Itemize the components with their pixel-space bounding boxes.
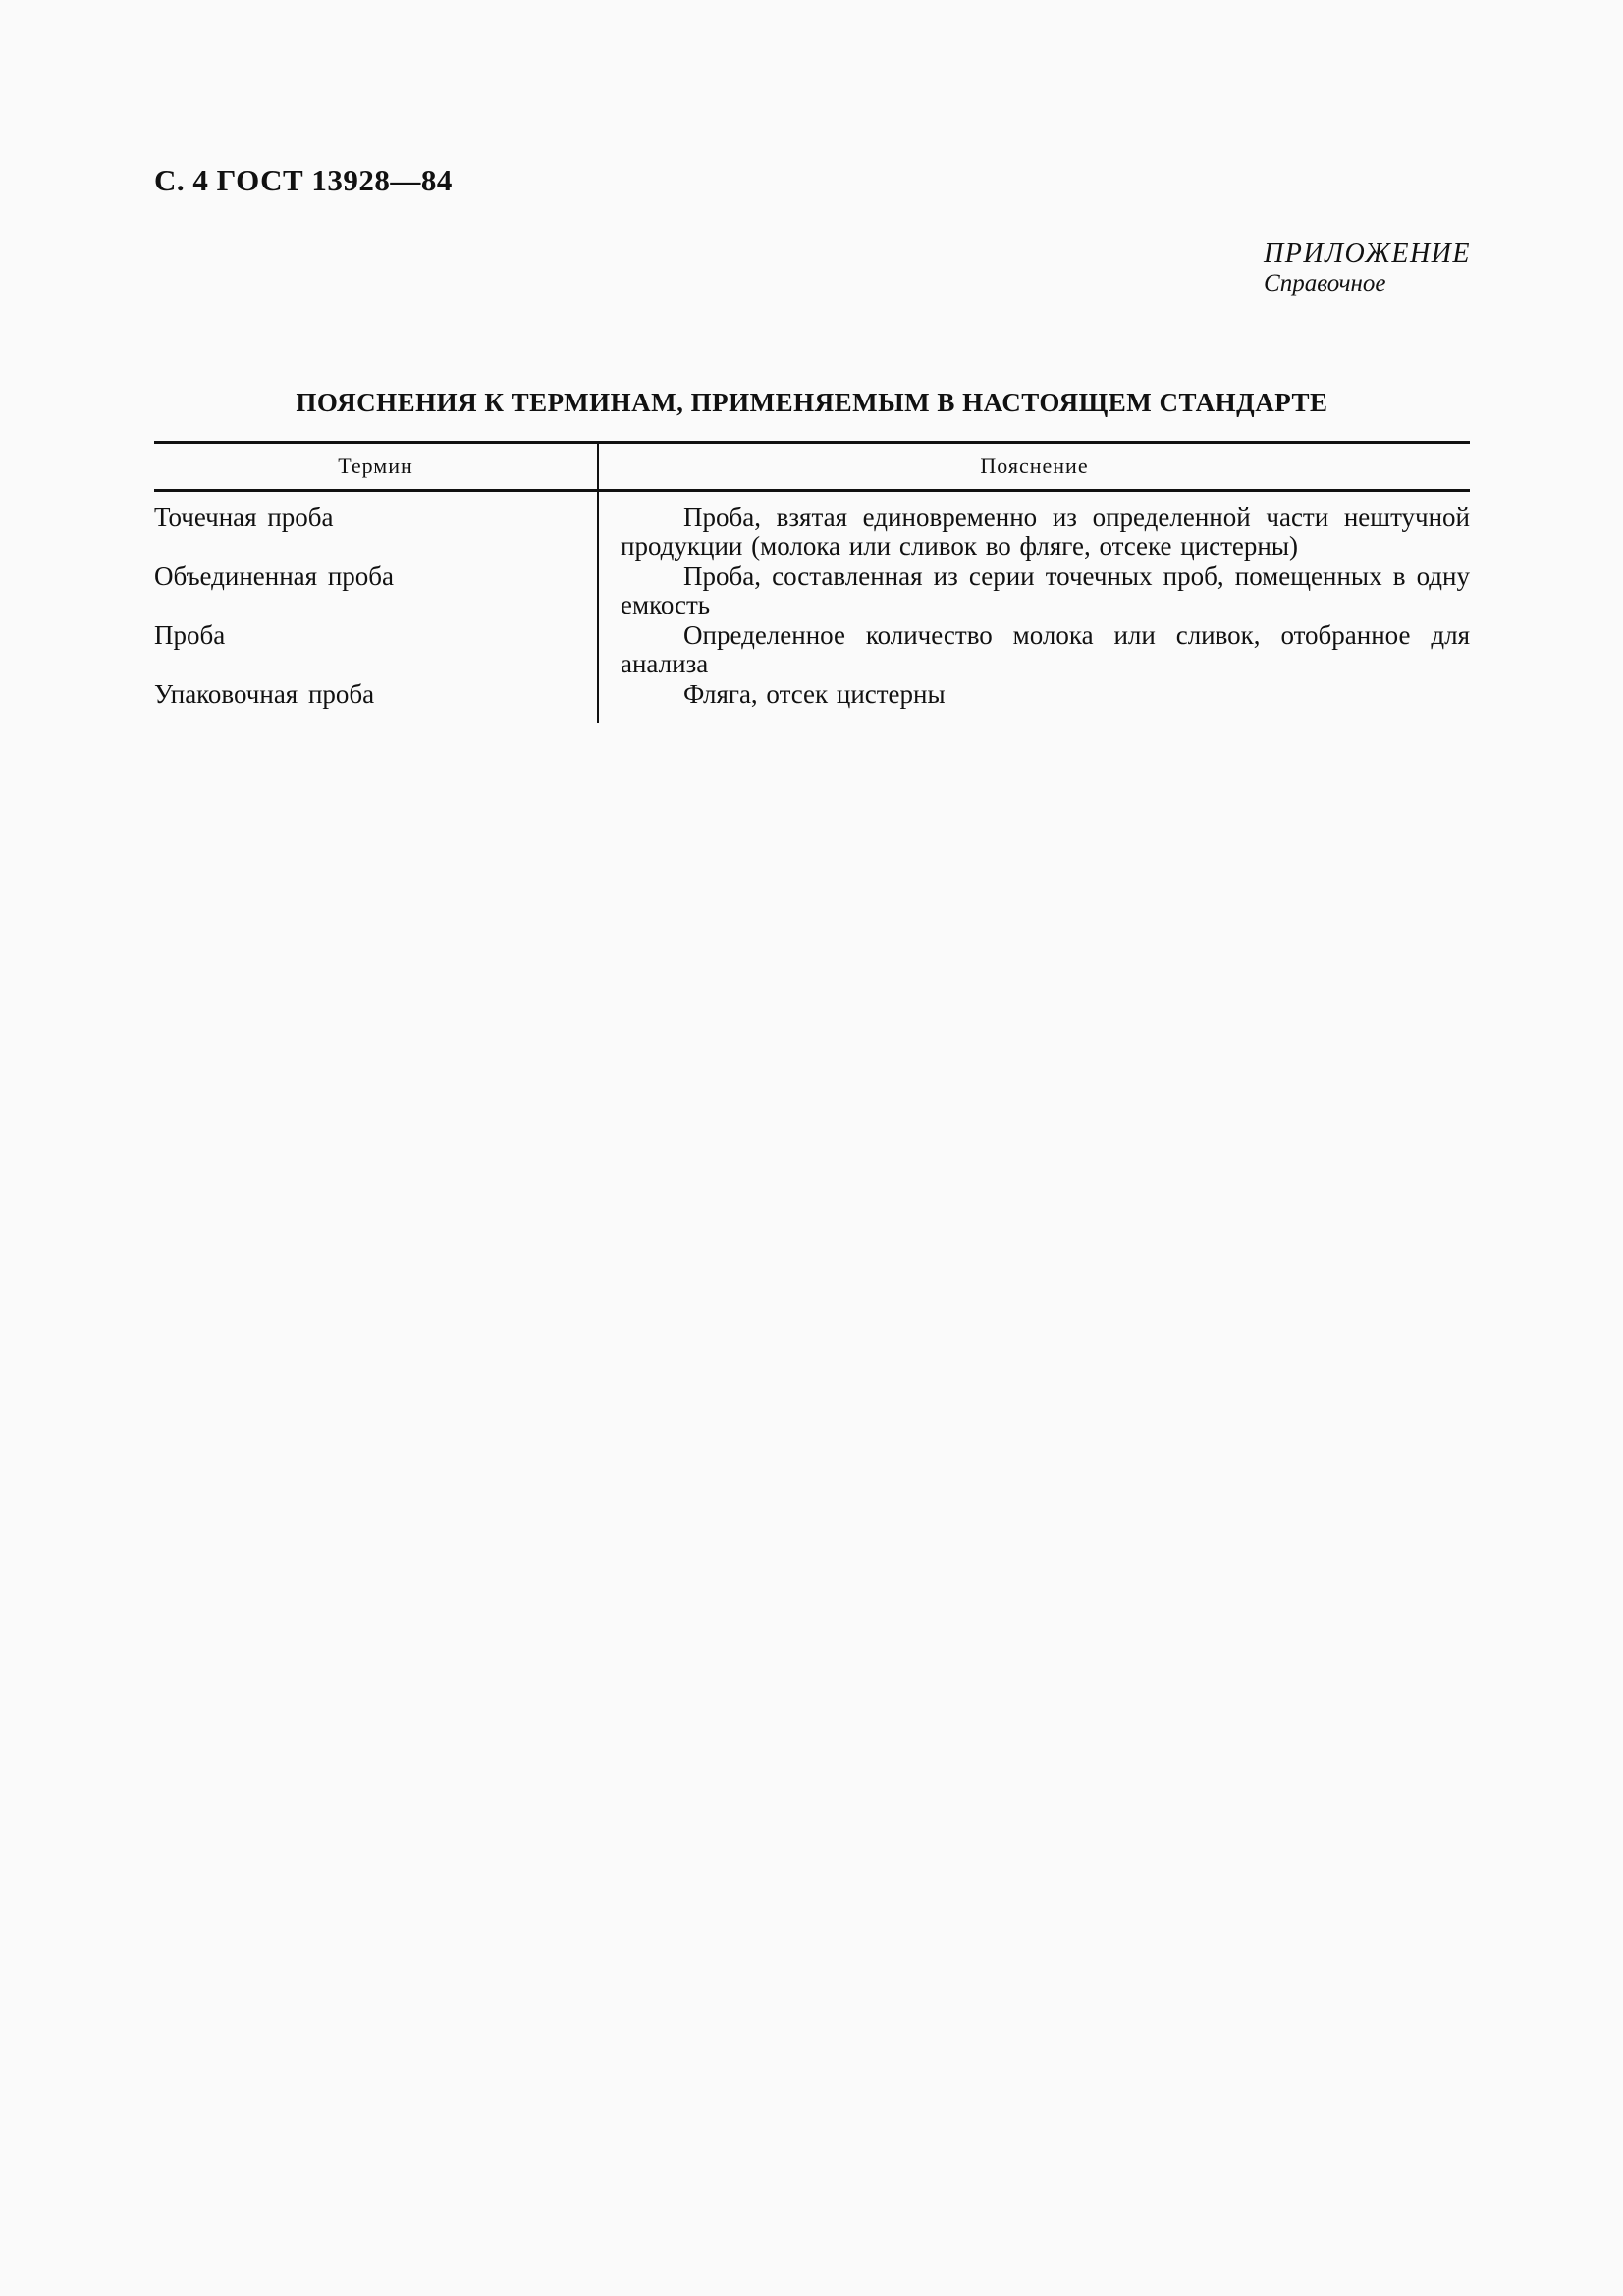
explanation-cell: Проба, взятая единовременно из определенной части нештучной продукции (молока или сливок во фляге, отсеке цистерны) [621, 503, 1470, 561]
explanation-cell: Проба, составленная из серии точечных проб, помещенных в одну емкость [621, 561, 1470, 619]
explanation-cell: Определенное количество молока или сливок, отобранное для анализа [621, 620, 1470, 678]
table-row [154, 491, 1470, 563]
term-cell: Точечная проба [154, 491, 598, 563]
table-row [154, 680, 1470, 723]
appendix-title: ПРИЛОЖЕНИЕ [1264, 239, 1471, 269]
page-header: С. 4 ГОСТ 13928—84 [154, 163, 453, 197]
term-cell: Проба [154, 621, 598, 680]
term-cell: Объединенная проба [154, 562, 598, 621]
column-header-explanation: Пояснение [598, 443, 1470, 491]
term-cell: Упаковочная проба [154, 680, 598, 723]
section-title: ПОЯСНЕНИЯ К ТЕРМИНАМ, ПРИМЕНЯЕМЫМ В НАСТОЯЩЕМ СТАНДАРТЕ [296, 388, 1328, 417]
column-header-term: Термин [154, 443, 598, 491]
table-row [154, 621, 1470, 680]
table-header-row [154, 443, 1470, 491]
table-row [154, 562, 1470, 621]
explanation-cell: Фляга, отсек цистерны [683, 679, 946, 709]
terms-table [154, 441, 1470, 723]
appendix-subtitle: Справочное [1264, 269, 1386, 296]
appendix-label [1264, 240, 1471, 296]
